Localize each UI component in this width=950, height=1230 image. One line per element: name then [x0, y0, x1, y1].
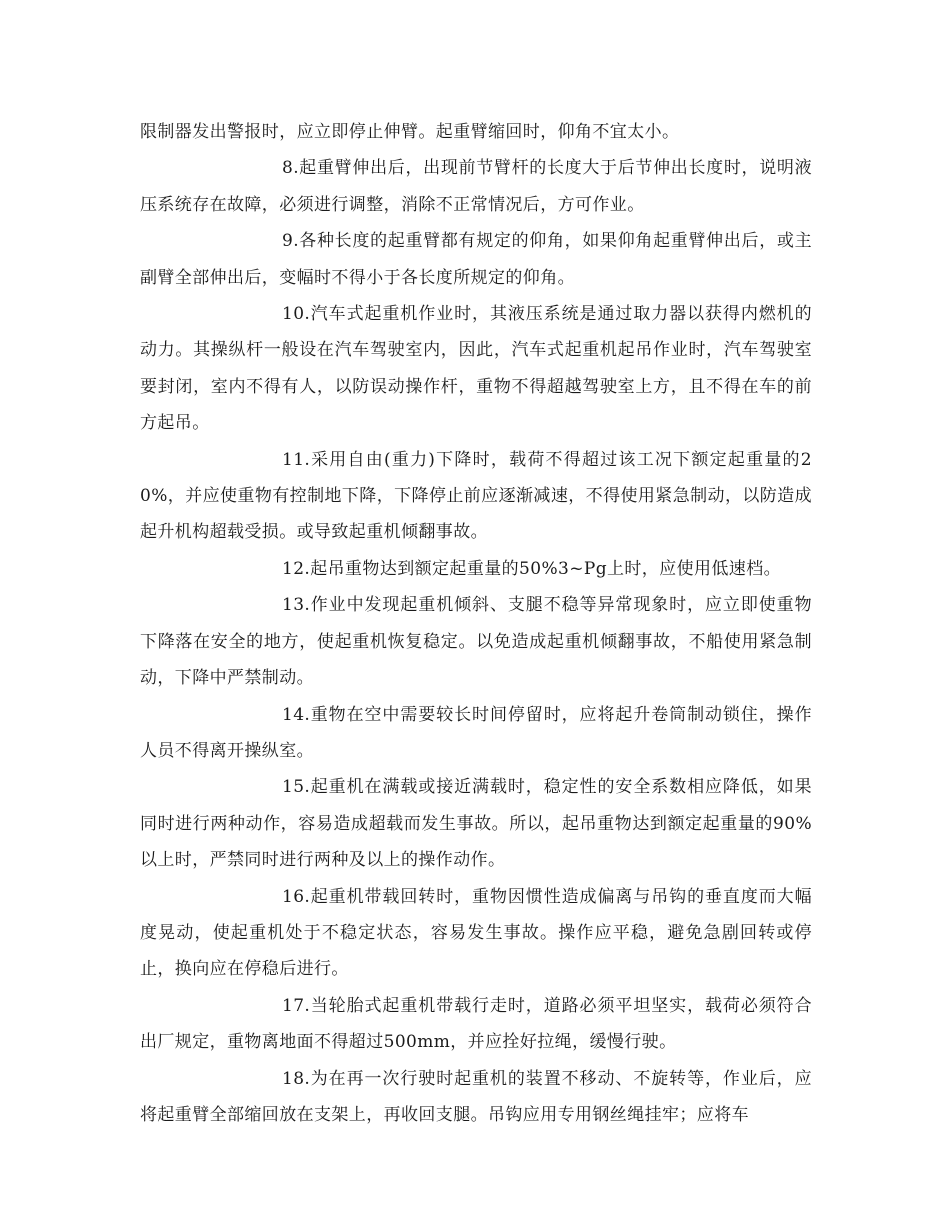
paragraph-item-14: 14.重物在空中需要较长时间停留时，应将起升卷筒制动锁住，操作人员不得离开操纵室。: [140, 704, 812, 761]
paragraph-item-16: 16.起重机带载回转时，重物因惯性造成偏离与吊钩的垂直度而大幅度晃动，使起重机处于不稳定状态，容易发生事故。操作应平稳，避免急剧回转或停止，换向应在停稳后进行。: [140, 886, 812, 980]
paragraph-item-18: 18.为在再一次行驶时起重机的装置不移动、不旋转等，作业后，应将起重臂全部缩回放在支架上，再收回支腿。吊钩应用专用钢丝绳挂牢；应将车: [140, 1068, 812, 1125]
paragraph-item-8: 8.起重臂伸出后，出现前节臂杆的长度大于后节伸出长度时，说明液压系统存在故障，必须进行调整，消除不正常情况后，方可作业。: [140, 158, 812, 215]
paragraph-item-9: 9.各种长度的起重臂都有规定的仰角，如果仰角起重臂伸出后，或主副臂全部伸出后，变幅时不得小于各长度所规定的仰角。: [140, 231, 812, 288]
paragraph-item-13: 13.作业中发现起重机倾斜、支腿不稳等异常现象时，应立即使重物下降落在安全的地方，使起重机恢复稳定。以免造成起重机倾翻事故，不船使用紧急制动，下降中严禁制动。: [140, 595, 812, 689]
document-body: [140, 114, 812, 1133]
paragraph-item-12: 12.起吊重物达到额定起重量的50%3~Pg上时，应使用低速档。: [282, 558, 782, 579]
paragraph-item-17: 17.当轮胎式起重机带载行走时，道路必须平坦坚实，载荷必须符合出厂规定，重物离地面不得超过500mm，并应拴好拉绳，缓慢行驶。: [140, 995, 812, 1053]
paragraph-item-10: 10.汽车式起重机作业时，其液压系统是通过取力器以获得内燃机的动力。其操纵杆一般设在汽车驾驶室内，因此，汽车式起重机起吊作业时，汽车驾驶室要封闭，室内不得有人，以防误动操作杆，重物不得超越驾驶室上方，且不得在车的前方起吊。: [140, 304, 812, 434]
paragraph-continuation: 限制器发出警报时，应立即停止伸臂。起重臂缩回时，仰角不宜太小。: [140, 122, 680, 142]
paragraph-item-11: 11.采用自由(重力)下降时，载荷不得超过该工况下额定起重量的20%，并应使重物有控制地下降，下降停止前应逐渐减速，不得使用紧急制动，以防造成起升机构超载受损。或导致起重机倾翻事故。: [140, 449, 812, 543]
paragraph-item-15: 15.起重机在满载或接近满载时，稳定性的安全系数相应降低，如果同时进行两种动作，容易造成超载而发生事故。所以，起吊重物达到额定起重量的90%以上时，严禁同时进行两种及以上的操作动作。: [140, 777, 812, 871]
